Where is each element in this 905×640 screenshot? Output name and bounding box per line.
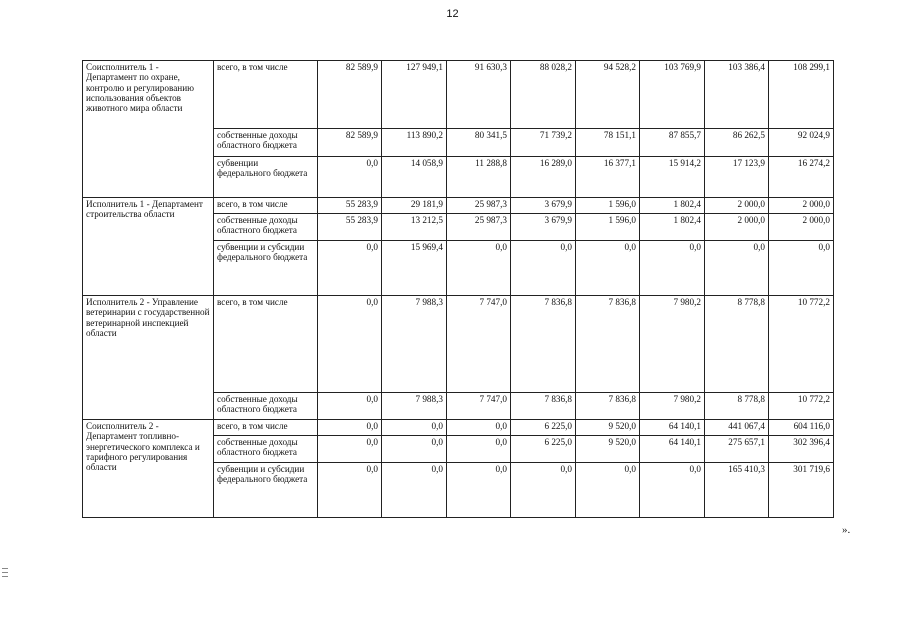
category-cell: собственные доходы областного бюджета: [214, 393, 318, 420]
value-cell: 9 520,0: [576, 420, 640, 436]
executor-cell: Соисполнитель 2 - Департамент топливно-энергетического комплекса и тарифного регулирования области: [83, 420, 214, 518]
value-cell: 13 212,5: [382, 214, 447, 241]
value-cell: 0,0: [318, 420, 382, 436]
value-cell: 0,0: [318, 393, 382, 420]
value-cell: 9 520,0: [576, 436, 640, 463]
value-cell: 8 778,8: [705, 296, 769, 393]
value-cell: 55 283,9: [318, 214, 382, 241]
value-cell: 7 836,8: [576, 393, 640, 420]
value-cell: 0,0: [447, 436, 511, 463]
value-cell: 7 988,3: [382, 393, 447, 420]
value-cell: 82 589,9: [318, 129, 382, 157]
category-cell: всего, в том числе: [214, 420, 318, 436]
value-cell: 103 769,9: [640, 61, 705, 129]
page-number: 12: [446, 8, 459, 20]
value-cell: 16 274,2: [769, 157, 834, 198]
value-cell: 0,0: [318, 436, 382, 463]
value-cell: 0,0: [318, 157, 382, 198]
margin-mark: [2, 568, 8, 584]
value-cell: 25 987,3: [447, 198, 511, 214]
value-cell: 7 747,0: [447, 296, 511, 393]
value-cell: 604 116,0: [769, 420, 834, 436]
value-cell: 302 396,4: [769, 436, 834, 463]
value-cell: 15 969,4: [382, 241, 447, 296]
value-cell: 2 000,0: [769, 214, 834, 241]
value-cell: 87 855,7: [640, 129, 705, 157]
category-cell: собственные доходы областного бюджета: [214, 436, 318, 463]
value-cell: 71 739,2: [511, 129, 576, 157]
value-cell: 0,0: [576, 241, 640, 296]
closing-quote: ».: [842, 524, 851, 536]
value-cell: 6 225,0: [511, 436, 576, 463]
value-cell: 7 836,8: [511, 296, 576, 393]
value-cell: 16 377,1: [576, 157, 640, 198]
value-cell: 25 987,3: [447, 214, 511, 241]
value-cell: 78 151,1: [576, 129, 640, 157]
value-cell: 7 836,8: [511, 393, 576, 420]
value-cell: 0,0: [705, 241, 769, 296]
value-cell: 1 802,4: [640, 214, 705, 241]
value-cell: 86 262,5: [705, 129, 769, 157]
executor-cell: Соисполнитель 1 - Департамент по охране, контролю и регулированию использования объектов животного мира области: [83, 61, 214, 198]
category-cell: всего, в том числе: [214, 198, 318, 214]
value-cell: 55 283,9: [318, 198, 382, 214]
table-row: [83, 420, 834, 436]
value-cell: 6 225,0: [511, 420, 576, 436]
value-cell: 82 589,9: [318, 61, 382, 129]
category-cell: собственные доходы областного бюджета: [214, 129, 318, 157]
value-cell: 0,0: [769, 241, 834, 296]
budget-table: [82, 60, 834, 518]
table-row: [83, 296, 834, 393]
value-cell: 10 772,2: [769, 393, 834, 420]
value-cell: 92 024,9: [769, 129, 834, 157]
value-cell: 0,0: [382, 420, 447, 436]
value-cell: 7 747,0: [447, 393, 511, 420]
value-cell: 0,0: [318, 296, 382, 393]
value-cell: 3 679,9: [511, 214, 576, 241]
value-cell: 7 836,8: [576, 296, 640, 393]
value-cell: 64 140,1: [640, 420, 705, 436]
value-cell: 11 288,8: [447, 157, 511, 198]
table-row: [83, 198, 834, 214]
value-cell: 127 949,1: [382, 61, 447, 129]
value-cell: 0,0: [318, 463, 382, 518]
value-cell: 0,0: [511, 463, 576, 518]
value-cell: 103 386,4: [705, 61, 769, 129]
value-cell: 1 802,4: [640, 198, 705, 214]
value-cell: 8 778,8: [705, 393, 769, 420]
value-cell: 2 000,0: [705, 198, 769, 214]
value-cell: 2 000,0: [705, 214, 769, 241]
category-cell: субвенции федерального бюджета: [214, 157, 318, 198]
value-cell: 0,0: [382, 436, 447, 463]
value-cell: 0,0: [447, 241, 511, 296]
category-cell: субвенции и субсидии федерального бюджета: [214, 463, 318, 518]
category-cell: собственные доходы областного бюджета: [214, 214, 318, 241]
value-cell: 275 657,1: [705, 436, 769, 463]
value-cell: 7 980,2: [640, 296, 705, 393]
value-cell: 301 719,6: [769, 463, 834, 518]
category-cell: субвенции и субсидии федерального бюджета: [214, 241, 318, 296]
value-cell: 91 630,3: [447, 61, 511, 129]
value-cell: 0,0: [382, 463, 447, 518]
value-cell: 7 980,2: [640, 393, 705, 420]
executor-cell: Исполнитель 1 - Департамент строительства области: [83, 198, 214, 296]
value-cell: 88 028,2: [511, 61, 576, 129]
table-row: [83, 61, 834, 129]
value-cell: 0,0: [318, 241, 382, 296]
category-cell: всего, в том числе: [214, 61, 318, 129]
value-cell: 14 058,9: [382, 157, 447, 198]
value-cell: 113 890,2: [382, 129, 447, 157]
value-cell: 94 528,2: [576, 61, 640, 129]
value-cell: 1 596,0: [576, 198, 640, 214]
value-cell: 17 123,9: [705, 157, 769, 198]
value-cell: 29 181,9: [382, 198, 447, 214]
value-cell: 16 289,0: [511, 157, 576, 198]
value-cell: 80 341,5: [447, 129, 511, 157]
category-cell: всего, в том числе: [214, 296, 318, 393]
value-cell: 0,0: [447, 463, 511, 518]
value-cell: 108 299,1: [769, 61, 834, 129]
value-cell: 64 140,1: [640, 436, 705, 463]
value-cell: 0,0: [576, 463, 640, 518]
value-cell: 0,0: [447, 420, 511, 436]
value-cell: 10 772,2: [769, 296, 834, 393]
value-cell: 441 067,4: [705, 420, 769, 436]
executor-cell: Исполнитель 2 - Управление ветеринарии с государственной ветеринарной инспекцией области: [83, 296, 214, 420]
value-cell: 0,0: [640, 463, 705, 518]
value-cell: 165 410,3: [705, 463, 769, 518]
value-cell: 15 914,2: [640, 157, 705, 198]
value-cell: 0,0: [511, 241, 576, 296]
value-cell: 2 000,0: [769, 198, 834, 214]
value-cell: 7 988,3: [382, 296, 447, 393]
value-cell: 1 596,0: [576, 214, 640, 241]
value-cell: 3 679,9: [511, 198, 576, 214]
value-cell: 0,0: [640, 241, 705, 296]
